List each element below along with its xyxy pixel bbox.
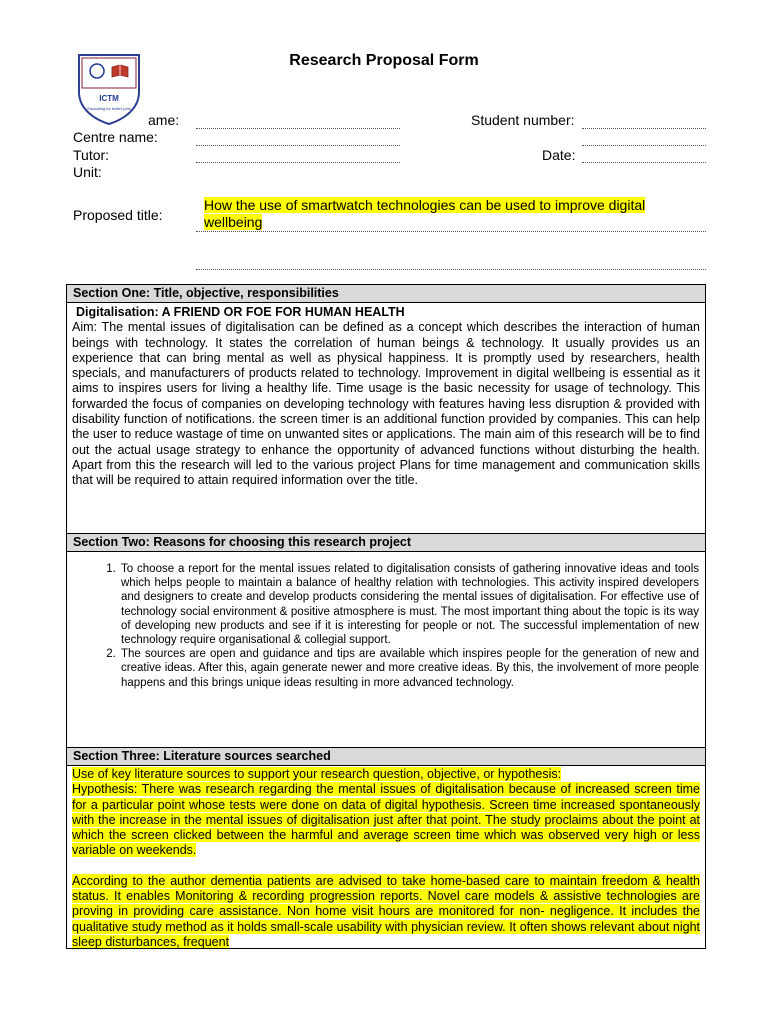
section-two-heading: Section Two: Reasons for choosing this research project — [67, 534, 705, 552]
student-name-label: ame: — [148, 112, 180, 128]
proposed-title-line-1[interactable] — [196, 231, 706, 232]
proposed-title-line-2[interactable] — [196, 269, 706, 270]
section-one-heading: Section One: Title, objective, responsibilities — [67, 285, 705, 303]
list-item: 2. The sources are open and guidance and tips are available which inspires people for the generation of new and creative ideas. After this, again generate newer and more creative ideas. By this, the involvement of more people happens and this brings unique ideas resulting in more advanced technology. — [119, 647, 699, 690]
sections-table — [66, 284, 706, 949]
section-one-text: Aim: The mental issues of digitalisation can be defined as a concept which describes the interaction of human beings with technology. It states the correlation of human beings & technology. It usually provides us an experience that can bring mental as well as physical happiness. It is promptly used by researchers, health specials, and manufacturers of products related to technology. Improvement in digital wellbeing is essential as it aims to inspires users for living a healthy life. Time usage is the basic necessity for usage of technology. This forwarded the focus of companies on developing technology with features having less disruption & provided with disability function of notifications. the screen timer is an additional function provided by companies. This can help the user to reduce wastage of time on unwanted sites or applications. The main aim of this research will be to find out the actual usage strategy to enhance the opportunity of advanced functions without disturbing the health. Apart from this the research will led to the various project Plans for time management and communication skills that will be required to attain required information over the title. — [72, 320, 700, 488]
centre-name-label: Centre name: — [73, 129, 158, 145]
section-three-paragraph: According to the author dementia patients are advised to take home-based care to maintain freedom & health status. It enables Monitoring & recording progression reports. Novel care models & assistive technologies are proving in providing care assistance. Non home visit hours are monitored for non- negligence. It includes the qualitative study method as it holds small-scale usability with physician review. It often shows relevant about night sleep disturbances, frequent — [72, 873, 700, 948]
list-item: 1. To choose a report for the mental issues related to digitalisation consists of gathering innovative ideas and tools which helps people to maintain a balance of healthy relation with technologies. This activity inspired developers and designers to create and develop products considering the mental issues of digitalisation. For effective use of technology social environment & positive atmosphere is must. The most important thing about the topic is its way of developing new products and see if it is interesting for people or not. The successful implementation of new technology require organisational & collegial support. — [119, 562, 699, 647]
proposed-title-value: How the use of smartwatch technologies can be used to improve digital wellbeing — [204, 197, 646, 230]
date-field[interactable] — [582, 162, 706, 163]
section-one-body — [67, 303, 705, 534]
student-number-field[interactable] — [582, 128, 706, 129]
svg-text:Educating for better jobs: Educating for better jobs — [87, 106, 131, 111]
tutor-label: Tutor: — [73, 147, 110, 163]
section-three-body — [67, 766, 705, 948]
student-number-field-2[interactable] — [582, 145, 706, 146]
form-title: Research Proposal Form — [289, 52, 479, 69]
section-three-hypothesis: Hypothesis: There was research regarding the mental issues of digitalisation because of increased screen time for a particular point whose tests were done on data of digital hypothesis. Screen time increased spontaneously with the increase in the mental issues of digitalisation just after that point. The study proclaims about the point at which the screen clicked between the harmful and average screen time which was observed very high or less variable on weekends. — [72, 782, 700, 858]
reasons-list — [73, 562, 699, 690]
section-one-subtitle: Digitalisation: A FRIEND OR FOE FOR HUMAN HEALTH — [76, 305, 405, 319]
section-three-heading: Section Three: Literature sources searched — [67, 748, 705, 766]
section-two-body — [67, 552, 705, 748]
centre-name-field[interactable] — [196, 145, 400, 146]
svg-text:ICTM: ICTM — [99, 94, 119, 103]
student-number-label: Student number: — [471, 112, 575, 128]
section-three-prompt: Use of key literature sources to support your research question, objective, or hypothesis: — [72, 767, 562, 781]
unit-label: Unit: — [73, 164, 102, 180]
tutor-field[interactable] — [196, 162, 400, 163]
student-name-field[interactable] — [196, 128, 400, 129]
proposed-title-label: Proposed title: — [73, 207, 163, 223]
date-label: Date: — [542, 147, 576, 163]
